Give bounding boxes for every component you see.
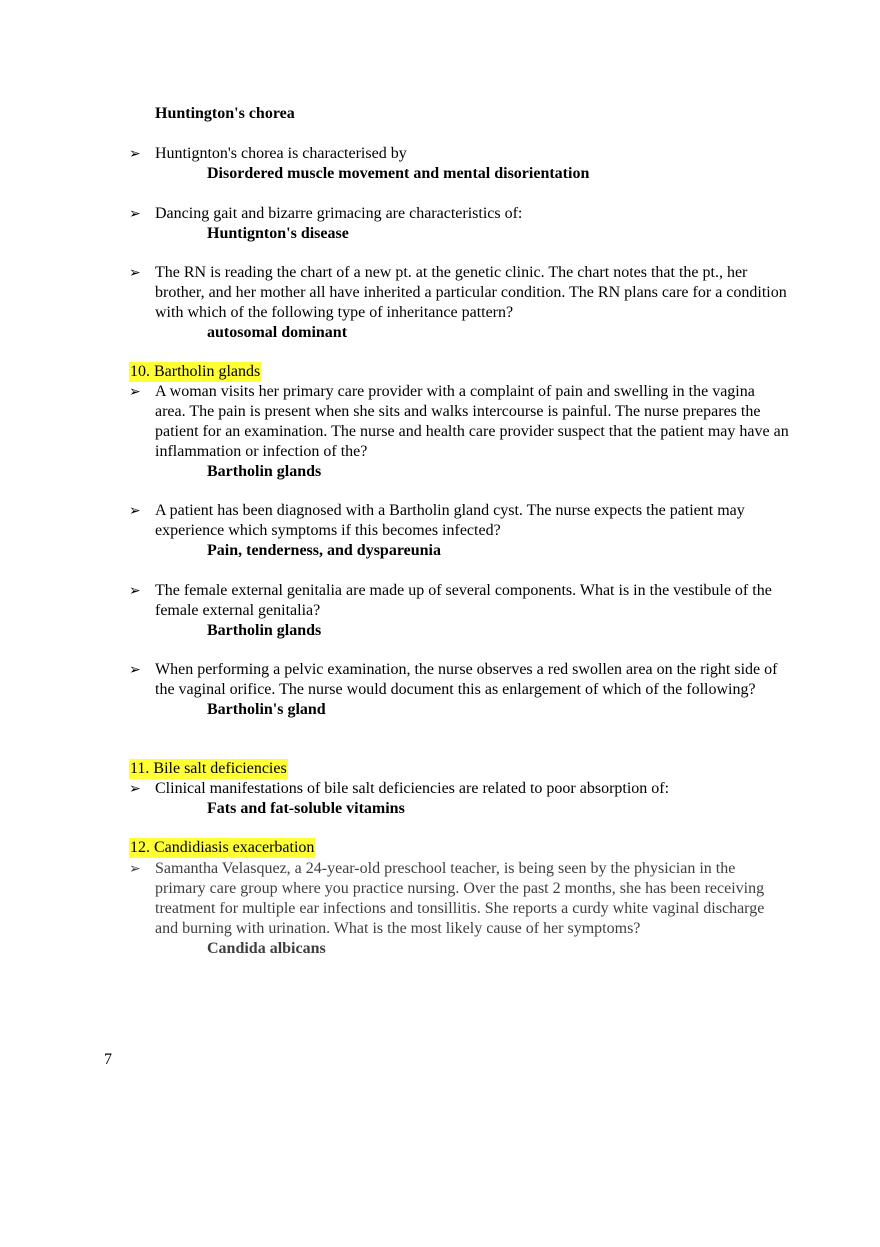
question-text: Clinical manifestations of bile salt deficiencies are related to poor absorption of: [155, 780, 670, 797]
section-title-candidiasis-exacerbation: 12. Candidiasis exacerbation [130, 839, 315, 856]
question-text: The RN is reading the chart of a new pt. at the genetic clinic. The chart notes that the pt., her brother, and her mother all have inherited a particular condition. The RN plans care for a condition with which of the following type of inheritance pattern? [155, 264, 787, 321]
answer-text: Disordered muscle movement and mental disorientation [207, 165, 590, 182]
answer-text: Bartholin glands [207, 622, 322, 639]
answer-text: Bartholin glands [207, 463, 322, 480]
section-title-bile-salt-deficiencies: 11. Bile salt deficiencies [130, 760, 287, 777]
question-item [129, 859, 789, 959]
question-text: Huntignton's chorea is characterised by [155, 145, 407, 162]
bullet-arrow-icon: ➢ [129, 146, 141, 162]
question-text: The female external genitalia are made up of several components. What is in the vestibule of the female external genitalia? [155, 582, 772, 619]
question-item [129, 779, 789, 819]
bullet-arrow-icon: ➢ [129, 265, 141, 281]
page-number: 7 [104, 1051, 112, 1068]
bullet-arrow-icon: ➢ [129, 781, 141, 797]
question-item [129, 144, 789, 184]
question-item [129, 501, 789, 561]
bullet-arrow-icon: ➢ [129, 861, 141, 877]
question-text: Samantha Velasquez, a 24-year-old preschool teacher, is being seen by the physician in the primary care group where you practice nursing. Over the past 2 months, she has been receiving treatment for multiple ear infections and tonsillitis. She reports a curdy white vaginal discharge and burning with urination. What is the most likely cause of her symptoms? [155, 860, 765, 937]
answer-text: Bartholin's gland [207, 701, 326, 718]
question-text: A woman visits her primary care provider with a complaint of pain and swelling in the vagina area. The pain is present when she sits and walks intercourse is painful. The nurse prepares the patient for an examination. The nurse and health care provider suspect that the patient may have an inflammation or infection of the? [155, 383, 789, 460]
question-text: When performing a pelvic examination, the nurse observes a red swollen area on the right side of the vaginal orifice. The nurse would document this as enlargement of which of the following? [155, 661, 778, 698]
question-item [129, 382, 789, 482]
question-item [129, 660, 789, 720]
question-text: Dancing gait and bizarre grimacing are characteristics of: [155, 205, 523, 222]
bullet-arrow-icon: ➢ [129, 583, 141, 599]
bullet-arrow-icon: ➢ [129, 206, 141, 222]
section-title-bartholin-glands: 10. Bartholin glands [130, 363, 261, 380]
topic-heading: Huntington's chorea [155, 105, 295, 122]
question-item [129, 581, 789, 641]
answer-text: Candida albicans [207, 940, 326, 957]
answer-text: Huntignton's disease [207, 225, 349, 242]
answer-text: Fats and fat-soluble vitamins [207, 800, 405, 817]
question-text: A patient has been diagnosed with a Bartholin gland cyst. The nurse expects the patient may experience which symptoms if this becomes infected? [155, 502, 745, 539]
bullet-arrow-icon: ➢ [129, 503, 141, 519]
bullet-arrow-icon: ➢ [129, 384, 141, 400]
bullet-arrow-icon: ➢ [129, 662, 141, 678]
question-item [129, 204, 789, 244]
answer-text: Pain, tenderness, and dyspareunia [207, 542, 441, 559]
question-item [129, 263, 789, 343]
answer-text: autosomal dominant [207, 324, 348, 341]
